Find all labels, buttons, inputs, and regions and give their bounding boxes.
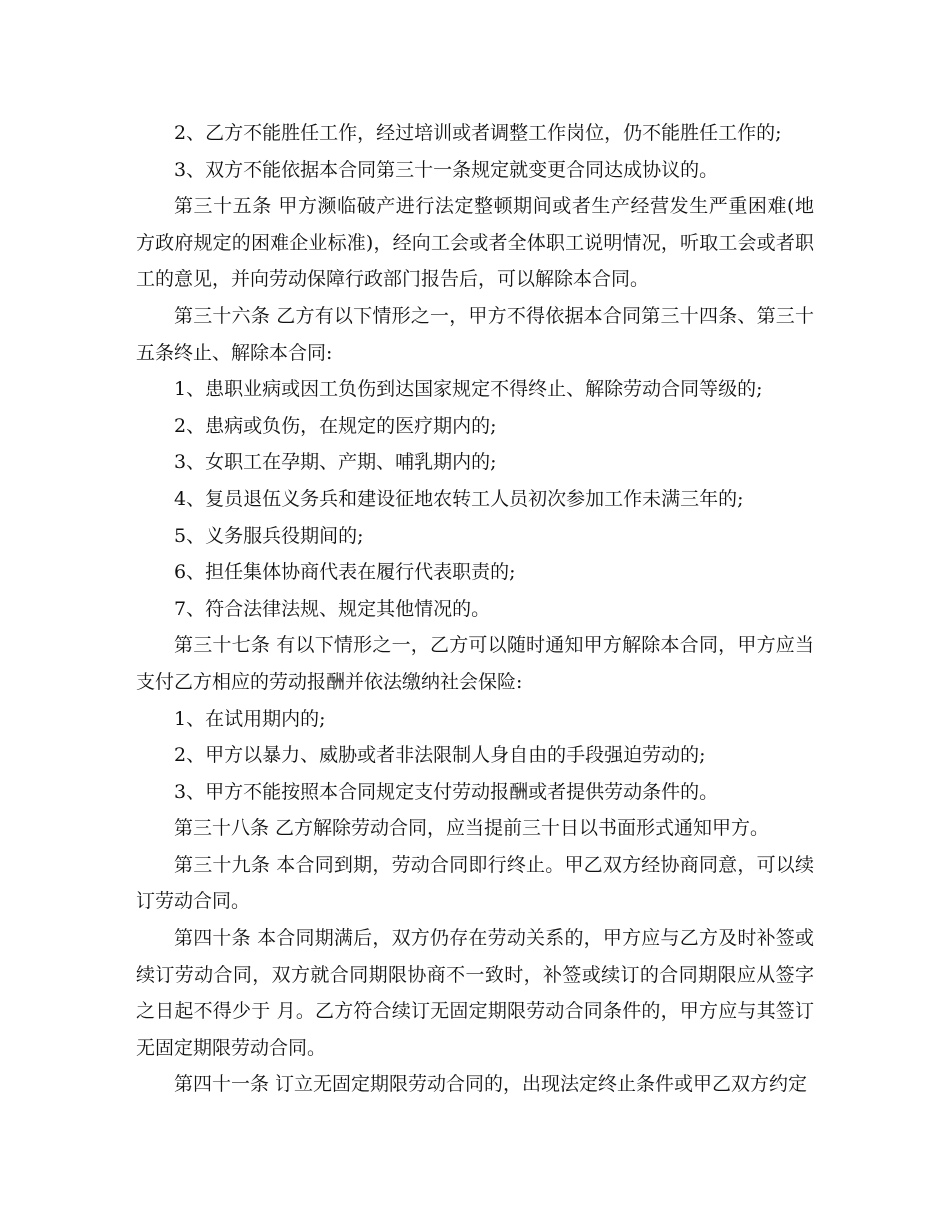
paragraph: 2、患病或负伤，在规定的医疗期内的; — [174, 414, 497, 437]
contract-body — [136, 115, 814, 1103]
paragraph: 2、甲方以暴力、威胁或者非法限制人身自由的手段强迫劳动的; — [174, 744, 706, 767]
article-37-paragraph: 第三十七条 有以下情形之一，乙方可以随时通知甲方解除本合同，甲方应当支付乙方相应的劳动报酬并依法缴纳社会保险: — [136, 634, 814, 693]
paragraph: 5、义务服兵役期间的; — [174, 524, 364, 547]
article-38-paragraph: 第三十八条 乙方解除劳动合同，应当提前三十日以书面形式通知甲方。 — [174, 817, 770, 840]
paragraph: 1、在试用期内的; — [174, 707, 326, 730]
paragraph: 7、符合法律法规、规定其他情况的。 — [174, 597, 491, 620]
paragraph: 3、双方不能依据本合同第三十一条规定就变更合同达成协议的。 — [174, 158, 719, 181]
article-35-paragraph: 第三十五条 甲方濒临破产进行法定整顿期间或者生产经营发生严重困难(地方政府规定的困难企业标准)，经向工会或者全体职工说明情况，听取工会或者职工的意见，并向劳动保障行政部门报告后，可以解除本合同。 — [136, 195, 814, 291]
paragraph: 3、甲方不能按照本合同规定支付劳动报酬或者提供劳动条件的。 — [174, 780, 719, 803]
article-39-paragraph: 第三十九条 本合同到期，劳动合同即行终止。甲乙双方经协商同意，可以续订劳动合同。 — [136, 853, 814, 913]
paragraph: 3、女职工在孕期、产期、哺乳期内的; — [174, 451, 497, 474]
article-41-paragraph: 第四十一条 订立无固定期限劳动合同的，出现法定终止条件或甲乙双方约定 — [174, 1073, 808, 1096]
paragraph: 1、患职业病或因工负伤到达国家规定不得终止、解除劳动合同等级的; — [174, 378, 763, 401]
paragraph: 4、复员退伍义务兵和建设征地农转工人员初次参加工作未满三年的; — [174, 487, 744, 510]
article-36-paragraph: 第三十六条 乙方有以下情形之一，甲方不得依据本合同第三十四条、第三十五条终止、解除本合同: — [136, 304, 814, 364]
paragraph: 2、乙方不能胜任工作，经过培训或者调整工作岗位，仍不能胜任工作的; — [174, 122, 782, 144]
paragraph: 6、担任集体协商代表在履行代表职责的; — [174, 561, 516, 584]
article-40-paragraph: 第四十条 本合同期满后，双方仍存在劳动关系的，甲方应与乙方及时补签或续订劳动合同，双方就合同期限协商不一致时，补签或续订的合同期限应从签字之日起不得少于 月。乙方符合续订无固定期限劳动合同条件的，甲方应与其签订无固定期限劳动合同。 — [136, 927, 814, 1059]
